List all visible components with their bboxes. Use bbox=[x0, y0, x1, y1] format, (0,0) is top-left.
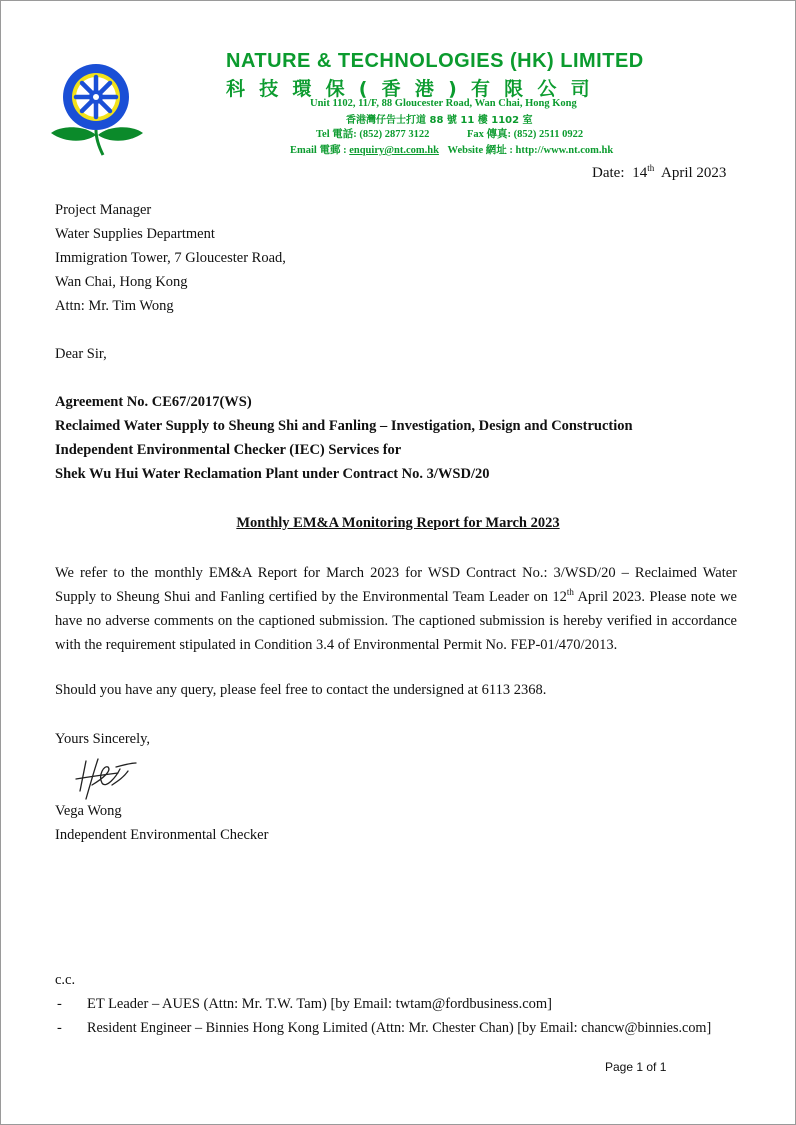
page-number: Page 1 of 1 bbox=[605, 1060, 667, 1074]
closing: Yours Sincerely, bbox=[55, 731, 151, 747]
salutation: Dear Sir, bbox=[55, 346, 107, 362]
cc-bullet: - bbox=[57, 1020, 62, 1036]
recipient-address-2: Wan Chai, Hong Kong bbox=[55, 274, 188, 290]
email-link[interactable]: enquiry@nt.com.hk bbox=[349, 145, 439, 156]
tel: Tel 電話: (852) 2877 3122 bbox=[316, 129, 430, 140]
company-logo bbox=[47, 55, 147, 160]
cc-item-resident-engineer: Resident Engineer – Binnies Hong Kong Limited (Attn: Mr. Chester Chan) [by Email: chancw@binnies.com] bbox=[87, 1020, 712, 1036]
recipient-department: Water Supplies Department bbox=[55, 226, 215, 242]
cc-label: c.c. bbox=[55, 972, 76, 988]
report-title: Monthly EM&A Monitoring Report for March 2023 bbox=[236, 515, 560, 531]
recipient-address-1: Immigration Tower, 7 Gloucester Road, bbox=[55, 250, 286, 266]
handwritten-signature bbox=[72, 755, 142, 803]
letter-date: Date: 14th April 2023 bbox=[592, 163, 727, 181]
email-label: Email 電郵 : bbox=[290, 145, 347, 156]
website[interactable]: Website 網址 : http://www.nt.com.hk bbox=[447, 145, 614, 156]
body-paragraph-2: Should you have any query, please feel free to contact the undersigned at 6113 2368. bbox=[55, 682, 547, 698]
recipient-title: Project Manager bbox=[55, 202, 152, 218]
cc-item-et-leader: ET Leader – AUES (Attn: Mr. T.W. Tam) [by Email: twtam@fordbusiness.com] bbox=[87, 996, 552, 1012]
recipient-attn: Attn: Mr. Tim Wong bbox=[55, 298, 174, 314]
company-name-zh: 科技環保(香港)有限公司 bbox=[226, 78, 604, 100]
subject-project: Reclaimed Water Supply to Sheung Shi and Fanling – Investigation, Design and Construction bbox=[55, 418, 633, 434]
fax: Fax 傳真: (852) 2511 0922 bbox=[467, 129, 584, 140]
signatory-name: Vega Wong bbox=[55, 803, 122, 819]
company-name-en: NATURE & TECHNOLOGIES (HK) LIMITED bbox=[226, 50, 644, 72]
address-zh: 香港灣仔告士打道 88 號 11 樓 1102 室 bbox=[346, 115, 533, 126]
body-paragraph-1: We refer to the monthly EM&A Report for March 2023 for WSD Contract No.: 3/WSD/20 – Reclaimed Water Supply to Sheung Shui and Fanling certified by the Environmental Team Leader on 12th April 2023. Please note we have no adverse comments on the captioned submission. The captioned submission is hereby verified in accordance with the requirement stipulated in Condition 3.4 of Environmental Permit No. FEP-01/470/2013. bbox=[55, 565, 737, 653]
subject-services: Independent Environmental Checker (IEC) Services for bbox=[55, 442, 402, 458]
signatory-title: Independent Environmental Checker bbox=[55, 827, 269, 843]
subject-agreement: Agreement No. CE67/2017(WS) bbox=[55, 394, 252, 410]
address-en: Unit 1102, 11/F, 88 Gloucester Road, Wan Chai, Hong Kong bbox=[310, 98, 577, 109]
subject-contract: Shek Wu Hui Water Reclamation Plant under Contract No. 3/WSD/20 bbox=[55, 466, 490, 482]
email-line bbox=[290, 142, 613, 157]
cc-bullet: - bbox=[57, 996, 62, 1012]
